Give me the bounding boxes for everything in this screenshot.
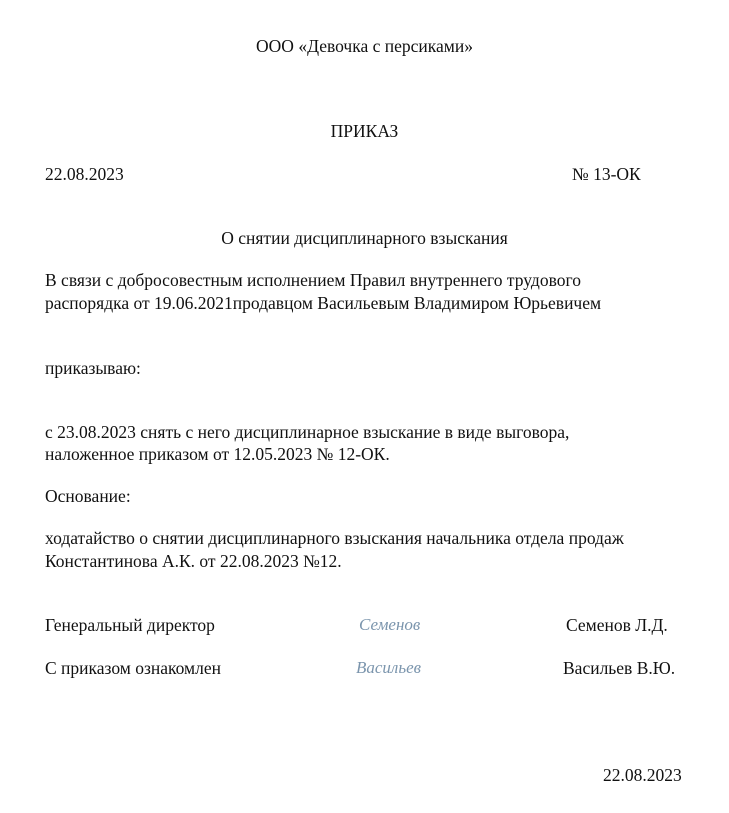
order-word: приказываю:: [45, 358, 141, 378]
preamble-line-2: распорядка от 19.06.2021продавцом Васильевым Владимиром Юрьевичем: [45, 293, 602, 313]
preamble-line-1: В связи с добросовестным исполнением Правил внутреннего трудового: [45, 270, 581, 290]
acknowledgement-name: Васильев В.Ю.: [563, 658, 676, 678]
basis-line-1: ходатайство о снятии дисциплинарного взыскания начальника отдела продаж: [45, 528, 624, 548]
acknowledgement-date: 22.08.2023: [603, 765, 682, 785]
document-title: ПРИКАЗ: [330, 121, 399, 141]
director-signature: Семенов: [359, 615, 421, 634]
director-title: Генеральный директор: [45, 615, 215, 635]
company-name: ООО «Девочка с персиками»: [256, 36, 473, 56]
document-date: 22.08.2023: [45, 164, 124, 184]
basis-line-2: Константинова А.К. от 22.08.2023 №12.: [45, 551, 342, 571]
director-name: Семенов Л.Д.: [566, 615, 668, 635]
order-line-2: наложенное приказом от 12.05.2023 № 12-ОК.: [45, 444, 390, 464]
basis-label: Основание:: [45, 486, 131, 506]
acknowledgement-signature: Васильев: [356, 658, 422, 677]
document-number: № 13-ОК: [572, 164, 641, 184]
document-subject: О снятии дисциплинарного взыскания: [221, 228, 508, 248]
acknowledgement-label: С приказом ознакомлен: [45, 658, 221, 678]
order-line-1: с 23.08.2023 снять с него дисциплинарное взыскание в виде выговора,: [45, 422, 570, 442]
